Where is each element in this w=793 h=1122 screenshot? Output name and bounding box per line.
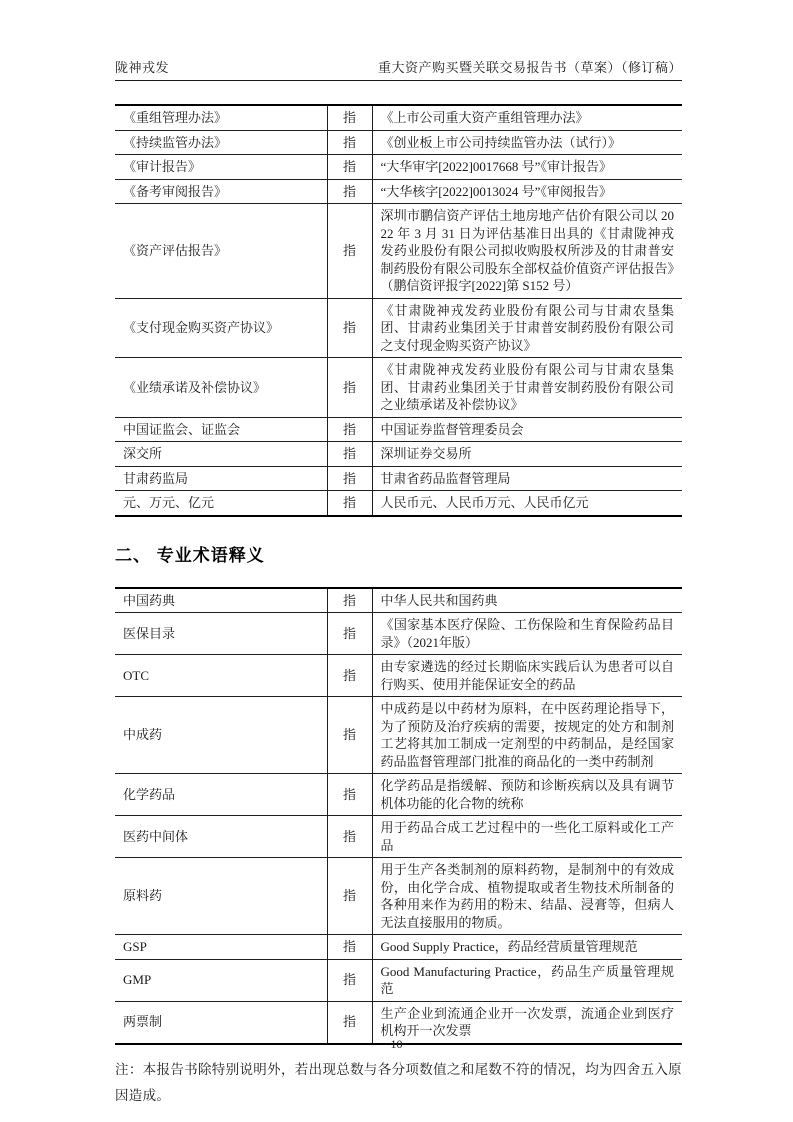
definition-cell: “大华审字[2022]0017668 号”《审计报告》 [372, 155, 682, 180]
header-company-name: 陇神戎发 [115, 60, 170, 75]
term-cell: 中国证监会、证监会 [115, 417, 327, 442]
means-cell: 指 [327, 816, 372, 858]
means-cell: 指 [327, 588, 372, 613]
definition-cell: 中成药是以中药材为原料，在中医药理论指导下，为了预防及治疗疾病的需要，按规定的处方和制剂工艺将其加工制成一定剂型的中药制品，是经国家药品监督管理部门批准的商品化的一类中药制剂 [372, 697, 682, 774]
term-cell: GMP [115, 959, 327, 1001]
term-cell: 《重组管理办法》 [123, 110, 228, 125]
term-cell: OTC [115, 655, 327, 697]
definition-cell: Good Manufacturing Practice，药品生产质量管理规范 [372, 959, 682, 1001]
means-cell: 指 [327, 466, 372, 491]
definition-cell: 《创业板上市公司持续监管办法（试行）》 [372, 130, 682, 155]
term-cell: 化学药品 [115, 774, 327, 816]
definition-cell: 中国证券监督管理委员会 [372, 417, 682, 442]
table-row [115, 858, 682, 935]
definition-cell: 生产企业到流通企业开一次发票，流通企业到医疗机构开一次发票 [372, 1001, 682, 1044]
page-content [115, 0, 682, 1109]
means-cell: 指 [327, 417, 372, 442]
definition-cell: 《甘肃陇神戎发药业股份有限公司与甘肃农垦集团、甘肃药业集团关于甘肃普安制药股份有限公司之支付现金购买资产协议》 [372, 298, 682, 358]
definition-cell: 甘肃省药品监督管理局 [372, 466, 682, 491]
table-row [115, 959, 682, 1001]
header-report-title: 重大资产购买暨关联交易报告书（草案）（修订稿） [377, 60, 682, 75]
definition-cell: 化学药品是指缓解、预防和诊断疾病以及具有调节机体功能的化合物的统称 [372, 774, 682, 816]
table-row [115, 204, 682, 299]
definition-cell: 用于生产各类制剂的原料药物，是制剂中的有效成份，由化学合成、植物提取或者生物技术所制备的各种用来作为药用的粉末、结晶、浸膏等，但病人无法直接服用的物质。 [372, 858, 682, 935]
term-cell: 《资产评估报告》 [115, 204, 327, 299]
table-row [115, 935, 682, 960]
term-cell: GSP [115, 935, 327, 960]
definition-cell: 《上市公司重大资产重组管理办法》 [380, 110, 589, 125]
table-row [115, 613, 682, 655]
table-row [115, 442, 682, 467]
means-cell: 指 [327, 1001, 372, 1044]
table-row [115, 130, 682, 155]
definition-cell: 由专家遴选的经过长期临床实践后认为患者可以自行购买、使用并能保证安全的药品 [372, 655, 682, 697]
term-cell: 两票制 [115, 1001, 327, 1044]
term-cell: 中国药典 [123, 592, 176, 608]
table-row [115, 155, 682, 180]
means-cell: 指 [327, 298, 372, 358]
means-cell: 指 [327, 491, 372, 516]
term-cell: 医药中间体 [115, 816, 327, 858]
definition-cell: Good Supply Practice，药品经营质量管理规范 [372, 935, 682, 960]
definition-cell: 深圳证券交易所 [372, 442, 682, 467]
means-cell: 指 [327, 130, 372, 155]
definition-cell: 用于药品合成工艺过程中的一些化工原料或化工产品 [372, 816, 682, 858]
table-row [115, 105, 682, 130]
section-heading: 二、 专业术语释义 [115, 545, 265, 565]
table-row [115, 655, 682, 697]
page-header [115, 57, 682, 81]
means-cell: 指 [327, 935, 372, 960]
term-cell: 《持续监管办法》 [115, 130, 327, 155]
term-cell: 元、万元、亿元 [115, 491, 327, 516]
means-cell: 指 [327, 959, 372, 1001]
table-row [115, 588, 682, 613]
term-cell: 《备考审阅报告》 [115, 179, 327, 204]
term-cell: 中成药 [115, 697, 327, 774]
term-cell: 甘肃药监局 [115, 466, 327, 491]
means-cell: 指 [327, 204, 372, 299]
table-row [115, 774, 682, 816]
table-row [115, 466, 682, 491]
footnote: 注：本报告书除特别说明外，若出现总数与各分项数值之和尾数不符的情况，均为四舍五入原因造成。 [115, 1061, 682, 1103]
definitions-table-general [115, 104, 682, 517]
definition-cell: 人民币元、人民币万元、人民币亿元 [372, 491, 682, 516]
table-row [115, 816, 682, 858]
term-cell: 医保目录 [115, 613, 327, 655]
page-number: 10 [390, 1037, 403, 1051]
table-row [115, 298, 682, 358]
table-row [115, 491, 682, 516]
means-cell: 指 [327, 613, 372, 655]
definitions-table-terminology [115, 587, 682, 1045]
table-row [115, 417, 682, 442]
definition-cell: “大华核字[2022]0013024 号”《审阅报告》 [372, 179, 682, 204]
means-cell: 指 [327, 774, 372, 816]
means-cell: 指 [327, 697, 372, 774]
term-cell: 《业绩承诺及补偿协议》 [115, 358, 327, 418]
term-cell: 原料药 [115, 858, 327, 935]
means-cell: 指 [327, 442, 372, 467]
table-row [115, 358, 682, 418]
means-cell: 指 [327, 179, 372, 204]
term-cell: 深交所 [115, 442, 327, 467]
term-cell: 《审计报告》 [115, 155, 327, 180]
means-cell: 指 [327, 105, 372, 130]
means-cell: 指 [327, 155, 372, 180]
term-cell: 《支付现金购买资产协议》 [115, 298, 327, 358]
means-cell: 指 [327, 655, 372, 697]
definition-cell: 《甘肃陇神戎发药业股份有限公司与甘肃农垦集团、甘肃药业集团关于甘肃普安制药股份有限公司之业绩承诺及补偿协议》 [372, 358, 682, 418]
definition-cell: 深圳市鹏信资产评估土地房地产估价有限公司以 2022 年 3 月 31 日为评估基准日出具的《甘肃陇神戎发药业股份有限公司拟收购股权所涉及的甘肃普安制药股份有限公司股东全部权益价值资产评估报告》（鹏信资评报字[2022]第 S152 号） [372, 204, 682, 299]
table-row [115, 697, 682, 774]
table-row [115, 179, 682, 204]
means-cell: 指 [327, 858, 372, 935]
definition-cell: 中华人民共和国药典 [380, 592, 498, 608]
definition-cell: 《国家基本医疗保险、工伤保险和生育保险药品目录》（2021年版） [372, 613, 682, 655]
means-cell: 指 [327, 358, 372, 418]
